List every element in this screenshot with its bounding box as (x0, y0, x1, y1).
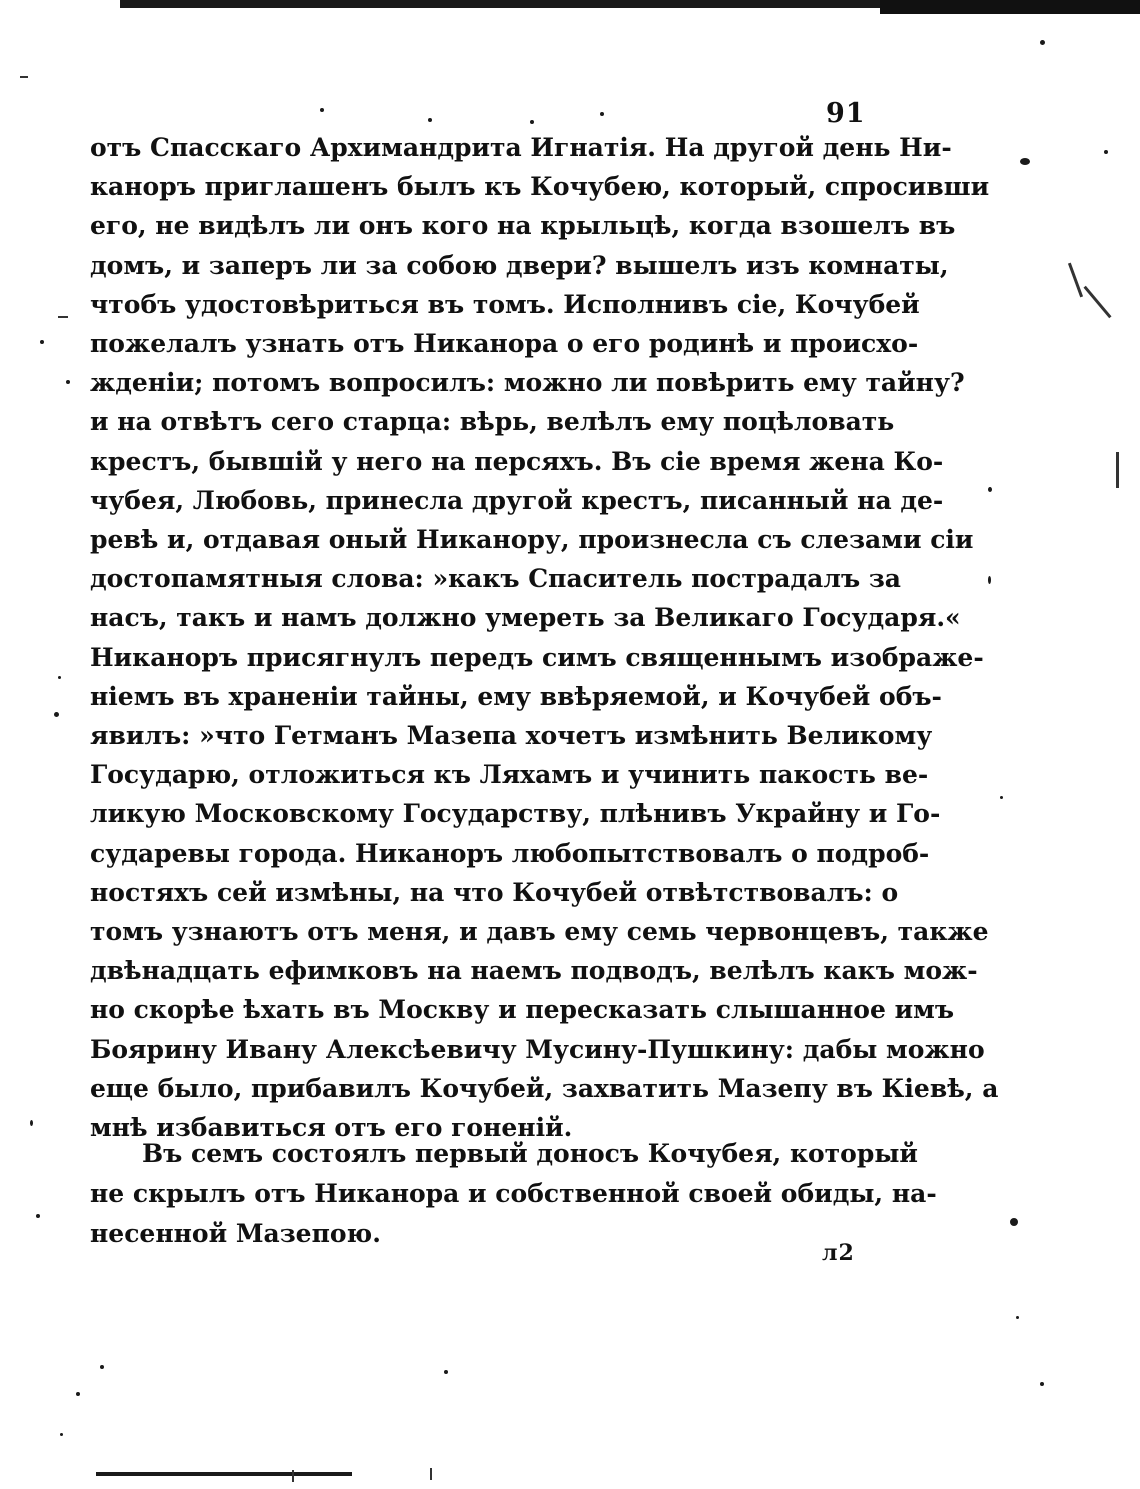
text-line: достопамятныя слова: »какъ Спаситель пострадалъ за (90, 564, 902, 594)
page-number: 91 (826, 98, 866, 129)
text-line: Государю, отложиться къ Ляхамъ и учинить пакость ве- (90, 760, 929, 790)
text-line: мнѣ избавиться отъ его гоненій. (90, 1113, 573, 1143)
scan-mark (1068, 263, 1083, 298)
text-line: Въ семъ состоялъ первый доносъ Кочубея, который (142, 1139, 918, 1168)
text-line: ніемъ въ храненіи тайны, ему ввѣряемой, и Кочубей объ- (90, 681, 942, 711)
scan-mark (292, 1470, 294, 1482)
text-line: Боярину Ивану Алексѣевичу Мусину-Пушкину: дабы можно (90, 1034, 985, 1064)
scan-speck (988, 576, 991, 584)
scan-speck (40, 340, 44, 344)
scan-speck (30, 1120, 33, 1126)
text-line: ревѣ и, отдавая оный Никанору, произнесла съ слезами сіи (90, 525, 974, 555)
scan-speck (444, 1370, 448, 1374)
text-line: несенной Мазепою. (90, 1219, 381, 1248)
scan-speck (1040, 1382, 1044, 1386)
scan-speck (320, 108, 324, 112)
text-line: ликую Московскому Государству, плѣнивъ Украйну и Го- (90, 799, 941, 829)
scan-speck (66, 380, 70, 384)
scan-mark (58, 316, 68, 318)
text-line: жденіи; потомъ вопросилъ: можно ли повѣрить ему тайну? (90, 368, 965, 398)
text-line: крестъ, бывшій у него на персяхъ. Въ сіе время жена Ко- (90, 446, 944, 476)
scan-speck (76, 1392, 80, 1396)
paragraph-2 (90, 1134, 937, 1254)
text-line: пожелалъ узнать отъ Никанора о его родинѣ и происхо- (90, 329, 919, 359)
paragraph-1 (90, 128, 999, 1147)
text-line: не скрылъ отъ Никанора и собственной своей обиды, на- (90, 1179, 937, 1208)
scan-speck (1010, 1218, 1018, 1226)
text-line: каноръ приглашенъ былъ къ Кочубею, который, спросивши (90, 172, 990, 202)
scan-speck (1104, 150, 1108, 154)
scan-mark (430, 1468, 432, 1480)
scan-top-edge-shadow (880, 0, 1140, 14)
scan-speck (988, 487, 992, 492)
printer-signature: л2 (822, 1240, 855, 1266)
text-line: сударевы города. Никаноръ любопытствовалъ о подроб- (90, 838, 930, 868)
text-line: чтобъ удостовѣриться въ томъ. Исполнивъ сіе, Кочубей (90, 289, 920, 319)
scan-speck (60, 1433, 63, 1436)
text-line: двѣнадцать ефимковъ на наемъ подводъ, велѣлъ какъ мож- (90, 956, 978, 986)
text-line: Никаноръ присягнулъ передъ симъ священнымъ изображе- (90, 642, 984, 672)
scan-mark (20, 76, 28, 78)
text-line: чубея, Любовь, принесла другой крестъ, писанный на де- (90, 485, 944, 515)
text-line: его, не видѣлъ ли онъ кого на крыльцѣ, когда взошелъ въ (90, 211, 956, 241)
text-line: отъ Спасскаго Архимандрита Игнатія. На другой день Ни- (90, 133, 952, 162)
scan-speck (1040, 40, 1045, 45)
scan-speck (1020, 158, 1030, 165)
scan-speck (36, 1214, 40, 1218)
scan-speck (530, 120, 534, 124)
text-line: явилъ: »что Гетманъ Мазепа хочетъ измѣнить Великому (90, 721, 933, 751)
scan-speck (1016, 1316, 1019, 1319)
scan-mark (1116, 452, 1119, 488)
text-line: томъ узнаютъ отъ меня, и давъ ему семь червонцевъ, также (90, 917, 989, 947)
text-line: насъ, такъ и намъ должно умереть за Великаго Государя.« (90, 603, 961, 633)
scan-bottom-edge (96, 1472, 352, 1476)
scan-speck (100, 1365, 104, 1369)
scan-mark (1083, 286, 1111, 319)
scan-speck (1000, 796, 1003, 799)
scan-speck (58, 676, 61, 679)
text-line: еще было, прибавилъ Кочубей, захватить Мазепу въ Кіевѣ, а (90, 1073, 999, 1103)
text-line: ностяхъ сей измѣны, на что Кочубей отвѣтствовалъ: о (90, 877, 899, 907)
text-line: домъ, и заперъ ли за собою двери? вышелъ изъ комнаты, (90, 250, 949, 280)
scan-speck (600, 112, 604, 116)
text-line: но скорѣе ѣхать въ Москву и пересказать слышанное имъ (90, 995, 955, 1025)
text-line: и на отвѣтъ сего старца: вѣрь, велѣлъ ему поцѣловать (90, 407, 895, 437)
scan-speck (54, 712, 59, 717)
scan-speck (428, 118, 432, 122)
